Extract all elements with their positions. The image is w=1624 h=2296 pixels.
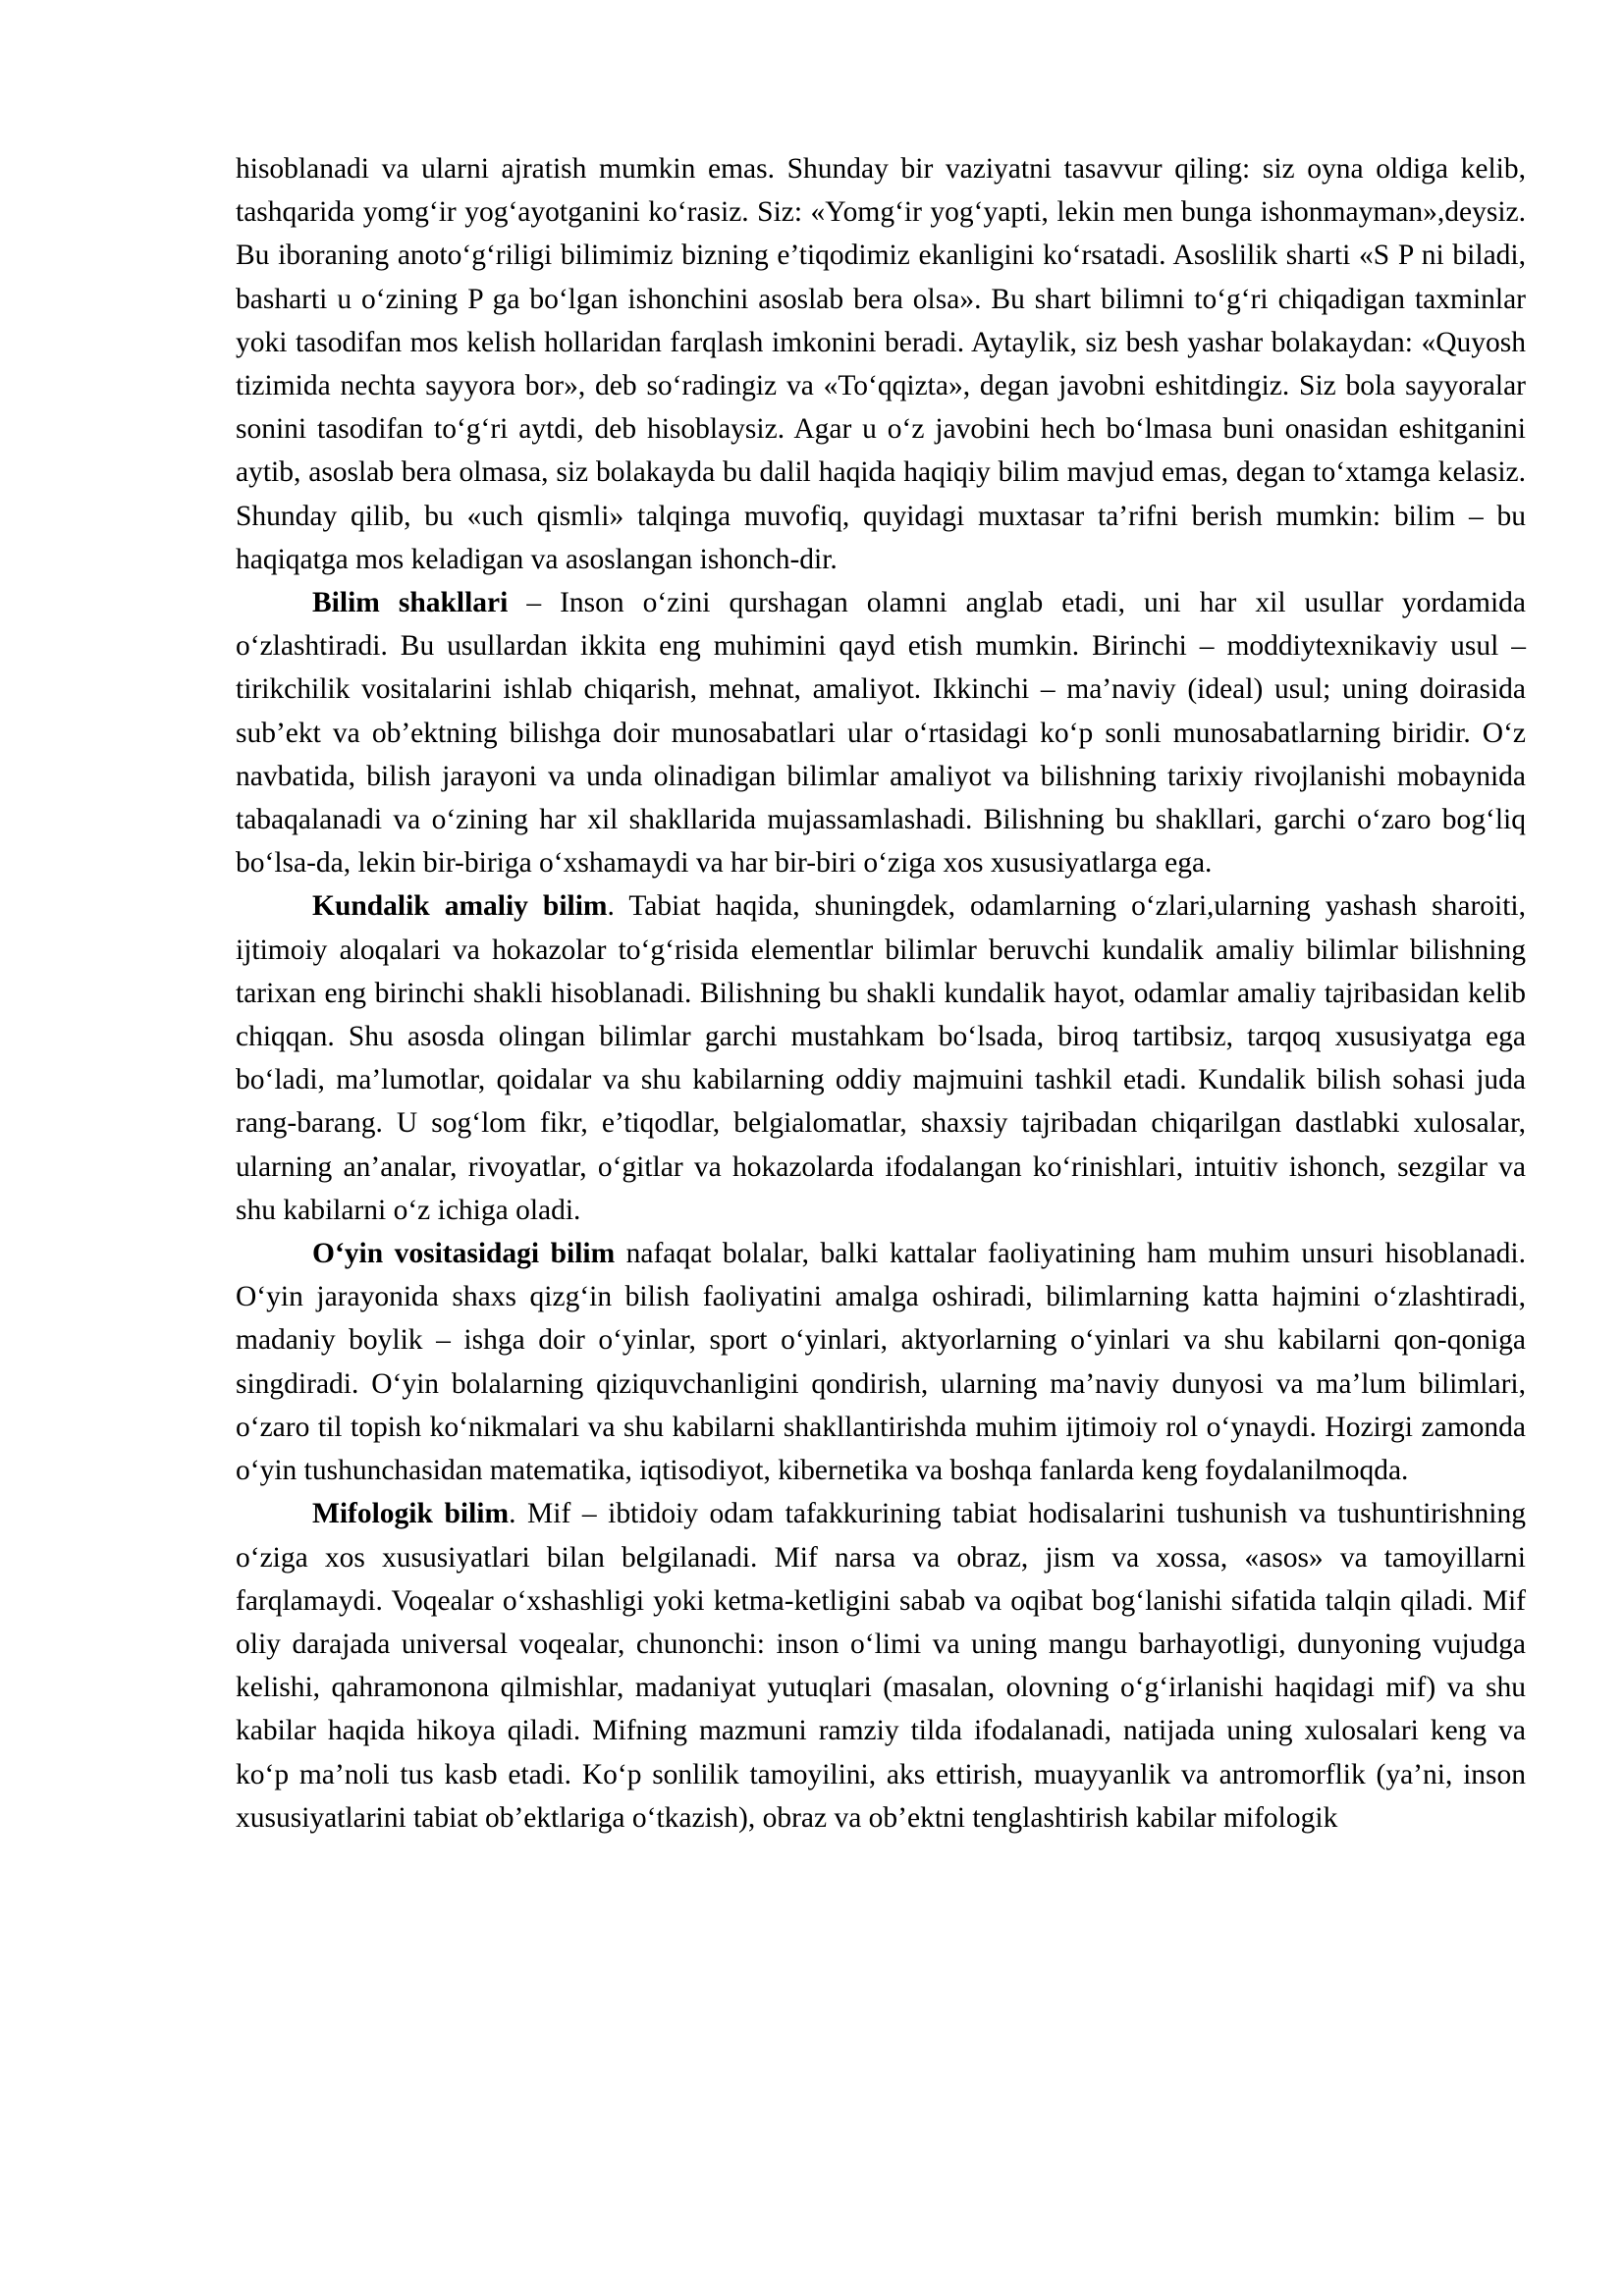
document-page xyxy=(236,147,1526,1840)
paragraph-oyin-vositasidagi-bilim xyxy=(236,1232,1526,1492)
paragraph-term: Bilim shakllari xyxy=(312,587,509,619)
paragraph-kundalik-amaliy-bilim xyxy=(236,884,1526,1232)
paragraph-bilim-shakllari xyxy=(236,581,1526,884)
paragraph-continuation xyxy=(236,147,1526,581)
paragraph-text: nafaqat bolalar, balki kattalar faoliyatining ham muhim unsuri hisoblanadi. O‘yin jarayonida shaxs qizg‘in bilish faoliyatini amalga oshiradi, bilimlarning katta hajmini o‘zlashtiradi, madaniy boylik – ishga doir o‘yinlar, sport o‘yinlari, aktyorlarning o‘yinlari va shu kabilarni qon-qoniga singdiradi. O‘yin bolalarning qiziquvchanligini qondirish, ularning ma’naviy dunyosi va ma’lum bilimlari, o‘zaro til topish ko‘nikmalari va shu kabilarni shakllantirishda muhim ijtimoiy rol o‘ynaydi. Hozirgi zamonda o‘yin tushunchasidan matematika, iqtisodiyot, kibernetika va boshqa fanlarda keng foydalanilmoqda. xyxy=(236,1238,1526,1487)
paragraph-text: hisoblanadi va ularni ajratish mumkin emas. Shunday bir vaziyatni tasavvur qiling: siz oyna oldiga kelib, tashqarida yomg‘ir yog‘ayotganini ko‘rasiz. Siz: «Yomg‘ir yog‘yapti, lekin men bunga ishonmayman»,deysiz. Bu iboraning anoto‘g‘riligi bilimimiz bizning e’tiqodimiz ekanligini ko‘rsatadi. Asoslilik sharti «S P ni biladi, basharti u o‘zining P ga bo‘lgan ishonchini asoslab bera olsa». Bu shart bilimni to‘g‘ri chiqadigan taxminlar yoki tasodifan mos kelish hollaridan farqlash imkonini beradi. Aytaylik, siz besh yashar bolakaydan: «Quyosh tizimida nechta sayyora bor», deb so‘radingiz va «To‘qqizta», degan javobni eshitdingiz. Siz bola sayyoralar sonini tasodifan to‘g‘ri aytdi, deb hisoblaysiz. Agar u o‘z javobini hech bo‘lmasa buni onasidan eshitganini aytib, asoslab bera olmasa, siz bolakayda bu dalil haqida haqiqiy bilim mavjud emas, degan to‘xtamga kelasiz. Shunday qilib, bu «uch qismli» talqinga muvofiq, quyidagi muxtasar ta’rifni berish mumkin: bilim – bu haqiqatga mos keladigan va asoslangan ishonch-dir. xyxy=(236,153,1526,575)
paragraph-text: – Inson o‘zini qurshagan olamni anglab etadi, uni har xil usullar yordamida o‘zlashtiradi. Bu usullardan ikkita eng muhimini qayd etish mumkin. Birinchi – moddiytexnikaviy usul – tirikchilik vositalarini ishlab chiqarish, mehnat, amaliyot. Ikkinchi – ma’naviy (ideal) usul; uning doirasida sub’ekt va ob’ektning bilishga doir munosabatlari ular o‘rtasidagi ko‘p sonli munosabatlarning biridir. O‘z navbatida, bilish jarayoni va unda olinadigan bilimlar amaliyot va bilishning tarixiy rivojlanishi mobaynida tabaqalanadi va o‘zining har xil shakllarida mujassamlashadi. Bilishning bu shakllari, garchi o‘zaro bog‘liq bo‘lsa-da, lekin bir-biriga o‘xshamaydi va har bir-biri o‘ziga xos xususiyatlarga ega. xyxy=(236,587,1526,880)
paragraph-text: . Tabiat haqida, shuningdek, odamlarning o‘zlari,ularning yashash sharoiti, ijtimoiy aloqalari va hokazolar to‘g‘risida elementlar bilimlar beruvchi kundalik amaliy bilimlar bilishning tarixan eng birinchi shakli hisoblanadi. Bilishning bu shakli kundalik hayot, odamlar amaliy tajribasidan kelib chiqqan. Shu asosda olingan bilimlar garchi mustahkam bo‘lsada, biroq tartibsiz, tarqoq xususiyatga ega bo‘ladi, ma’lumotlar, qoidalar va shu kabilarning oddiy majmuini tashkil etadi. Kundalik bilish sohasi juda rang-barang. U sog‘lom fikr, e’tiqodlar, belgialomatlar, shaxsiy tajribadan chiqarilgan dastlabki xulosalar, ularning an’analar, rivoyatlar, o‘gitlar va hokazolarda ifodalangan ko‘rinishlari, intuitiv ishonch, sezgilar va shu kabilarni o‘z ichiga oladi. xyxy=(236,890,1526,1226)
paragraph-mifologik-bilim xyxy=(236,1492,1526,1840)
paragraph-text: . Mif – ibtidoiy odam tafakkurining tabiat hodisalarini tushunish va tushuntirishning o‘ziga xos xususiyatlari bilan belgilanadi. Mif narsa va obraz, jism va xossa, «asos» va tamoyillarni farqlamaydi. Voqealar o‘xshashligi yoki ketma-ketligini sabab va oqibat bog‘lanishi sifatida talqin qiladi. Mif oliy darajada universal voqealar, chunonchi: inson o‘limi va uning mangu barhayotligi, dunyoning vujudga kelishi, qahramonona qilmishlar, madaniyat yutuqlari (masalan, olovning o‘g‘irlanishi haqidagi mif) va shu kabilar haqida hikoya qiladi. Mifning mazmuni ramziy tilda ifodalanadi, natijada uning xulosalari keng va ko‘p ma’noli tus kasb etadi. Ko‘p sonlilik tamoyilini, aks ettirish, muayyanlik va antromorflik (ya’ni, inson xususiyatlarini tabiat ob’ektlariga o‘tkazish), obraz va ob’ektni tenglashtirish kabilar mifologik xyxy=(236,1498,1526,1834)
paragraph-term: O‘yin vositasidagi bilim xyxy=(312,1238,616,1270)
paragraph-term: Mifologik bilim xyxy=(312,1498,510,1530)
paragraph-term: Kundalik amaliy bilim xyxy=(312,890,608,923)
